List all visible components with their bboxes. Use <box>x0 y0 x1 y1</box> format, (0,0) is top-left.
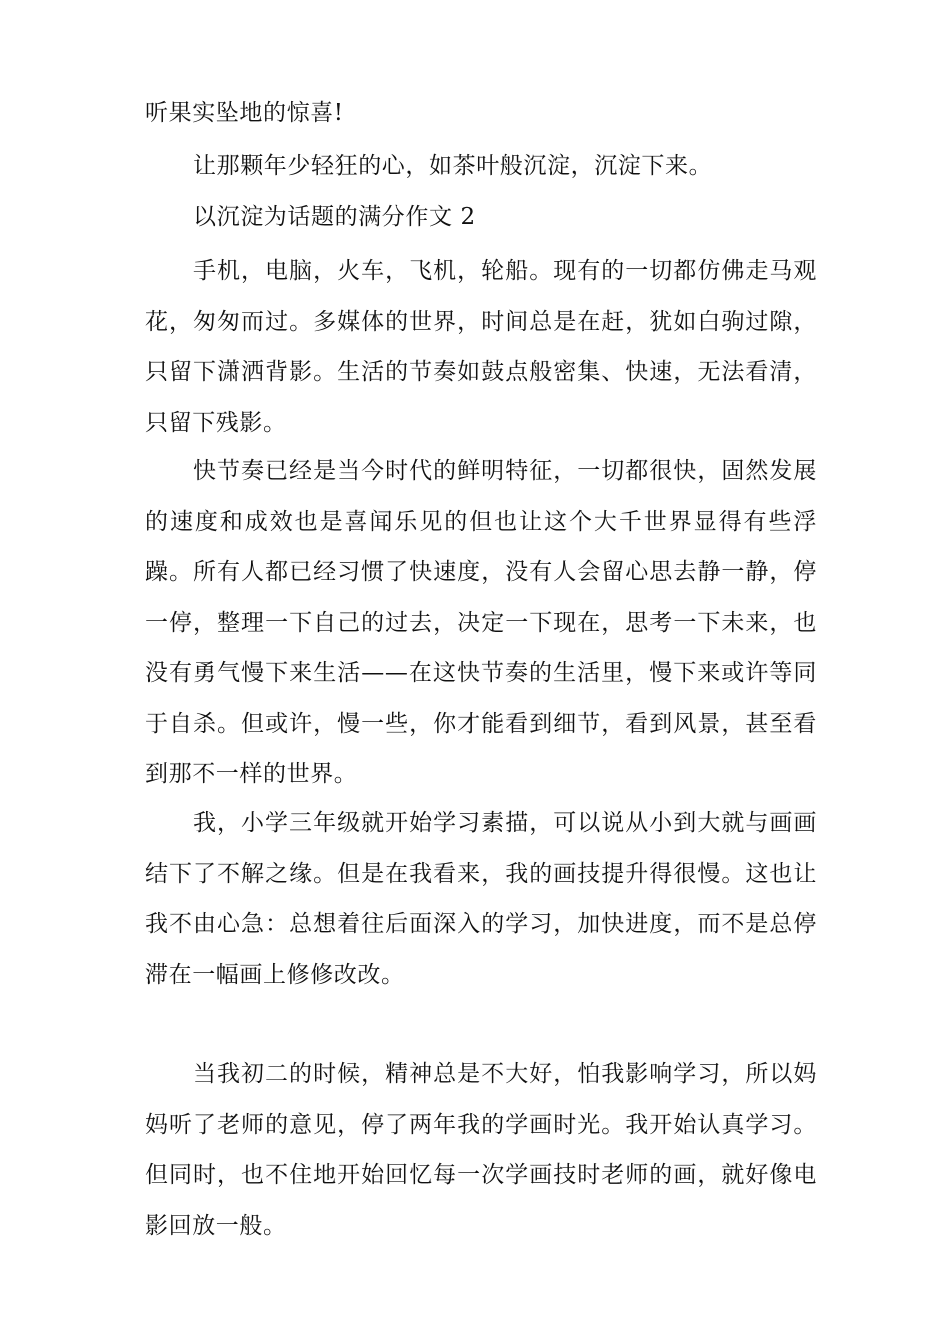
paragraph-fast-pace <box>145 446 817 800</box>
essay-heading <box>145 192 817 243</box>
paragraph-text: 我，小学三年级就开始学习素描，可以说从小到大就与画画结下了不解之缘。但是在我看来，我的画技提升得很慢。这也让我不由心急：总想着往后面深入的学习，加快进度，而不是总停滞在一幅画上修修改改。 <box>145 810 817 988</box>
paragraph-second-year <box>145 1049 817 1251</box>
paragraph-text: 听果实坠地的惊喜! <box>145 100 344 126</box>
paragraph-continuation <box>145 88 817 139</box>
paragraph-text: 快节奏已经是当今时代的鲜明特征，一切都很快，固然发展的速度和成效也是喜闻乐见的但也让这个大千世界显得有些浮躁。所有人都已经习惯了快速度，没有人会留心思去静一静，停一停，整理一下自己的过去，决定一下现在，思考一下未来，也没有勇气慢下来生活——在这快节奏的生活里，慢下来或许等同于自杀。但或许，慢一些，你才能看到细节，看到风景，甚至看到那不一样的世界。 <box>145 458 817 787</box>
paragraph-closing <box>145 141 817 192</box>
paragraph-intro <box>145 246 817 448</box>
paragraph-text: 当我初二的时候，精神总是不大好，怕我影响学习，所以妈妈听了老师的意见，停了两年我的学画时光。我开始认真学习。但同时，也不住地开始回忆每一次学画技时老师的画，就好像电影回放一般。 <box>145 1061 817 1239</box>
paragraph-sketching <box>145 798 817 1000</box>
essay-title: 以沉淀为话题的满分作文 2 <box>193 204 476 230</box>
paragraph-text: 手机，电脑，火车，飞机，轮船。现有的一切都仿佛走马观花，匆匆而过。多媒体的世界，时间总是在赶，犹如白驹过隙，只留下潇洒背影。生活的节奏如鼓点般密集、快速，无法看清，只留下残影。 <box>145 258 817 436</box>
paragraph-text: 让那颗年少轻狂的心，如茶叶般沉淀，沉淀下来。 <box>193 153 713 179</box>
